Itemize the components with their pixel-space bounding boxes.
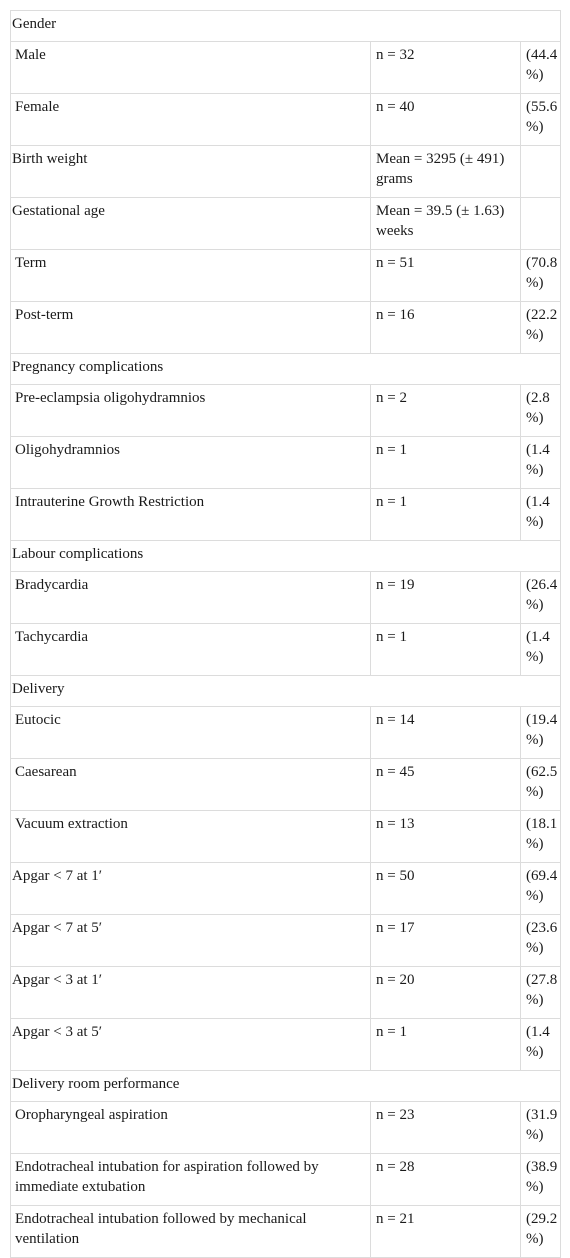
row-percentage: (1.4 %): [521, 437, 561, 489]
table-row: [11, 94, 561, 146]
row-count: n = 2: [371, 385, 521, 437]
section-header-label: Delivery: [11, 676, 561, 707]
row-count: n = 1: [371, 437, 521, 489]
row-label: Term: [11, 250, 371, 302]
section-header-row: [11, 11, 561, 42]
section-header-row: [11, 676, 561, 707]
row-percentage: (1.4 %): [521, 489, 561, 541]
row-label: Male: [11, 42, 371, 94]
row-count: n = 45: [371, 759, 521, 811]
section-header-label: Labour complications: [11, 541, 561, 572]
row-label: Vacuum extraction: [11, 811, 371, 863]
section-header-label: Delivery room performance: [11, 1071, 561, 1102]
row-count: n = 40: [371, 94, 521, 146]
table-row: [11, 385, 561, 437]
row-percentage: (2.8 %): [521, 385, 561, 437]
row-count: Mean = 39.5 (± 1.63) weeks: [371, 198, 521, 250]
table-row: [11, 198, 561, 250]
row-label: Intrauterine Growth Restriction: [11, 489, 371, 541]
table-row: [11, 967, 561, 1019]
row-label: Apgar < 3 at 1′: [11, 967, 371, 1019]
row-count: n = 16: [371, 302, 521, 354]
row-label: Female: [11, 94, 371, 146]
table-row: [11, 624, 561, 676]
table-row: [11, 489, 561, 541]
row-percentage: (1.4 %): [521, 1019, 561, 1071]
row-count: n = 51: [371, 250, 521, 302]
section-header-row: [11, 1071, 561, 1102]
table-row: [11, 572, 561, 624]
row-count: Mean = 3295 (± 491) grams: [371, 146, 521, 198]
row-label: Endotracheal intubation for aspiration followed by immediate extubation: [11, 1154, 371, 1206]
row-label: Apgar < 7 at 5′: [11, 915, 371, 967]
row-label: Caesarean: [11, 759, 371, 811]
row-count: n = 20: [371, 967, 521, 1019]
section-header-label: Pregnancy complications: [11, 354, 561, 385]
row-label: Eutocic: [11, 707, 371, 759]
table-row: [11, 302, 561, 354]
row-count: n = 21: [371, 1206, 521, 1258]
row-percentage: (22.2 %): [521, 302, 561, 354]
row-label: Post-term: [11, 302, 371, 354]
table-row: [11, 1019, 561, 1071]
section-header-row: [11, 541, 561, 572]
section-header-row: [11, 354, 561, 385]
row-count: n = 1: [371, 489, 521, 541]
row-count: n = 32: [371, 42, 521, 94]
row-percentage: (31.9 %): [521, 1102, 561, 1154]
row-count: n = 50: [371, 863, 521, 915]
row-percentage: [521, 198, 561, 250]
table-row: [11, 1154, 561, 1206]
row-label: Endotracheal intubation followed by mechanical ventilation: [11, 1206, 371, 1258]
neonatal-characteristics-table: [10, 10, 561, 1258]
table-row: [11, 437, 561, 489]
row-label: Pre-eclampsia oligohydramnios: [11, 385, 371, 437]
row-percentage: (27.8 %): [521, 967, 561, 1019]
row-percentage: (29.2 %): [521, 1206, 561, 1258]
row-percentage: (19.4 %): [521, 707, 561, 759]
row-count: n = 17: [371, 915, 521, 967]
row-count: n = 13: [371, 811, 521, 863]
row-percentage: (26.4 %): [521, 572, 561, 624]
row-percentage: (69.4 %): [521, 863, 561, 915]
row-label: Apgar < 7 at 1′: [11, 863, 371, 915]
row-label: Gestational age: [11, 198, 371, 250]
table-row: [11, 1206, 561, 1258]
table-row: [11, 707, 561, 759]
table-row: [11, 1102, 561, 1154]
row-label: Birth weight: [11, 146, 371, 198]
table-row: [11, 250, 561, 302]
row-label: Apgar < 3 at 5′: [11, 1019, 371, 1071]
row-percentage: (38.9 %): [521, 1154, 561, 1206]
table-row: [11, 42, 561, 94]
row-count: n = 23: [371, 1102, 521, 1154]
table-row: [11, 863, 561, 915]
row-count: n = 19: [371, 572, 521, 624]
row-count: n = 1: [371, 1019, 521, 1071]
row-percentage: [521, 146, 561, 198]
row-label: Oligohydramnios: [11, 437, 371, 489]
row-count: n = 14: [371, 707, 521, 759]
row-percentage: (62.5 %): [521, 759, 561, 811]
row-label: Tachycardia: [11, 624, 371, 676]
row-percentage: (55.6 %): [521, 94, 561, 146]
row-percentage: (70.8 %): [521, 250, 561, 302]
table-row: [11, 915, 561, 967]
row-percentage: (23.6 %): [521, 915, 561, 967]
row-percentage: (18.1 %): [521, 811, 561, 863]
section-header-label: Gender: [11, 11, 561, 42]
row-percentage: (44.4 %): [521, 42, 561, 94]
row-label: Bradycardia: [11, 572, 371, 624]
row-count: n = 1: [371, 624, 521, 676]
table-row: [11, 811, 561, 863]
row-percentage: (1.4 %): [521, 624, 561, 676]
table-container: [10, 10, 560, 1258]
row-label: Oropharyngeal aspiration: [11, 1102, 371, 1154]
row-count: n = 28: [371, 1154, 521, 1206]
table-row: [11, 146, 561, 198]
table-row: [11, 759, 561, 811]
